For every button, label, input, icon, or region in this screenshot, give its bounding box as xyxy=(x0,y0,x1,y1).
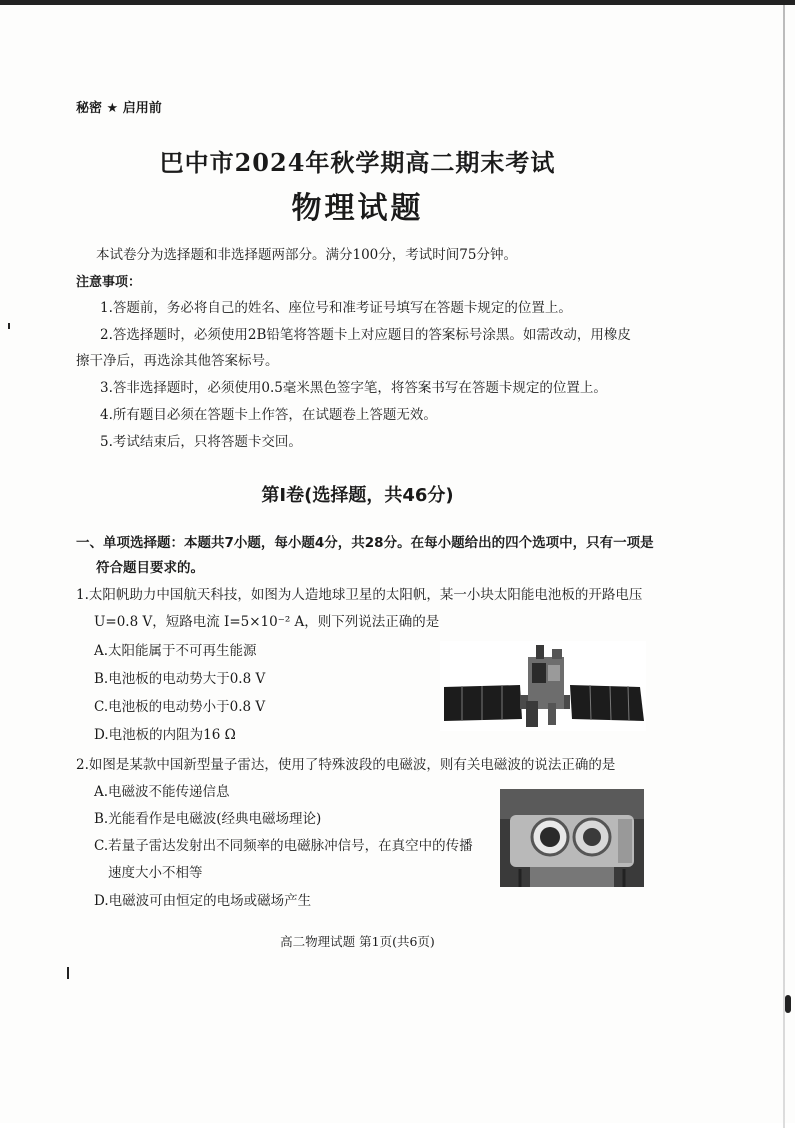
question-1-option-b: B.电池板的电动势大于0.8 V xyxy=(94,671,266,687)
scan-edge xyxy=(783,5,785,1128)
question-1-option-d: D.电池板的内阻为16 Ω xyxy=(94,727,236,743)
question-1-option-c: C.电池板的电动势小于0.8 V xyxy=(94,699,266,715)
intro-text: 本试卷分为选择题和非选择题两部分。满分100分，考试时间75分钟。 xyxy=(96,247,517,263)
question-2-option-c-cont: 速度大小不相等 xyxy=(108,865,203,881)
notice-item: 擦干净后，再选涂其他答案标号。 xyxy=(76,353,279,369)
question-2-option-c: C.若量子雷达发射出不同频率的电磁脉冲信号，在真空中的传播 xyxy=(94,838,473,854)
question-2-stem: 2.如图是某款中国新型量子雷达，使用了特殊波段的电磁波，则有关电磁波的说法正确的是 xyxy=(76,757,616,773)
subject-title: 物理试题 xyxy=(291,191,424,226)
page-footer: 高二物理试题 第1页(共6页) xyxy=(280,934,435,949)
question-2-option-b: B.光能看作是电磁波(经典电磁场理论) xyxy=(94,811,322,827)
section-title: 第Ⅰ卷(选择题，共46分) xyxy=(261,485,454,506)
question-2-option-a: A.电磁波不能传递信息 xyxy=(94,784,230,800)
scan-speck xyxy=(67,967,69,979)
notice-heading: 注意事项： xyxy=(76,275,142,290)
question-2-option-d: D.电磁波可由恒定的电场或磁场产生 xyxy=(94,893,312,909)
scan-speck xyxy=(8,323,10,329)
notice-item: 1.答题前，务必将自己的姓名、座位号和准考证号填写在答题卡规定的位置上。 xyxy=(100,300,572,316)
scan-speck xyxy=(785,995,791,1013)
satellite-solar-sail-figure xyxy=(440,641,646,731)
notice-item: 4.所有题目必须在答题卡上作答，在试题卷上答题无效。 xyxy=(100,407,437,423)
question-1-stem-cont: U=0.8 V，短路电流 I=5×10⁻² A，则下列说法正确的是 xyxy=(94,614,440,630)
question-1-stem: 1.太阳帆助力中国航天科技，如图为人造地球卫星的太阳帆，某一小块太阳能电池板的开路电压 xyxy=(76,587,643,603)
notice-item: 2.答选择题时，必须使用2B铅笔将答题卡上对应题目的答案标号涂黑。如需改动，用橡皮 xyxy=(100,327,631,343)
question-1-option-a: A.太阳能属于不可再生能源 xyxy=(94,643,257,659)
secret-label: 秘密 ★ 启用前 xyxy=(76,101,162,116)
part-heading-cont: 符合题目要求的。 xyxy=(96,560,204,576)
part-heading: 一、单项选择题：本题共7小题，每小题4分，共28分。在每小题给出的四个选项中，只有一项是 xyxy=(76,535,654,551)
notice-item: 5.考试结束后，只将答题卡交回。 xyxy=(100,434,302,450)
notice-item: 3.答非选择题时，必须使用0.5毫米黑色签字笔，将答案书写在答题卡规定的位置上。 xyxy=(100,380,607,396)
exam-title: 巴中市2024年秋学期高二期末考试 xyxy=(159,148,556,177)
quantum-radar-figure xyxy=(500,789,644,887)
